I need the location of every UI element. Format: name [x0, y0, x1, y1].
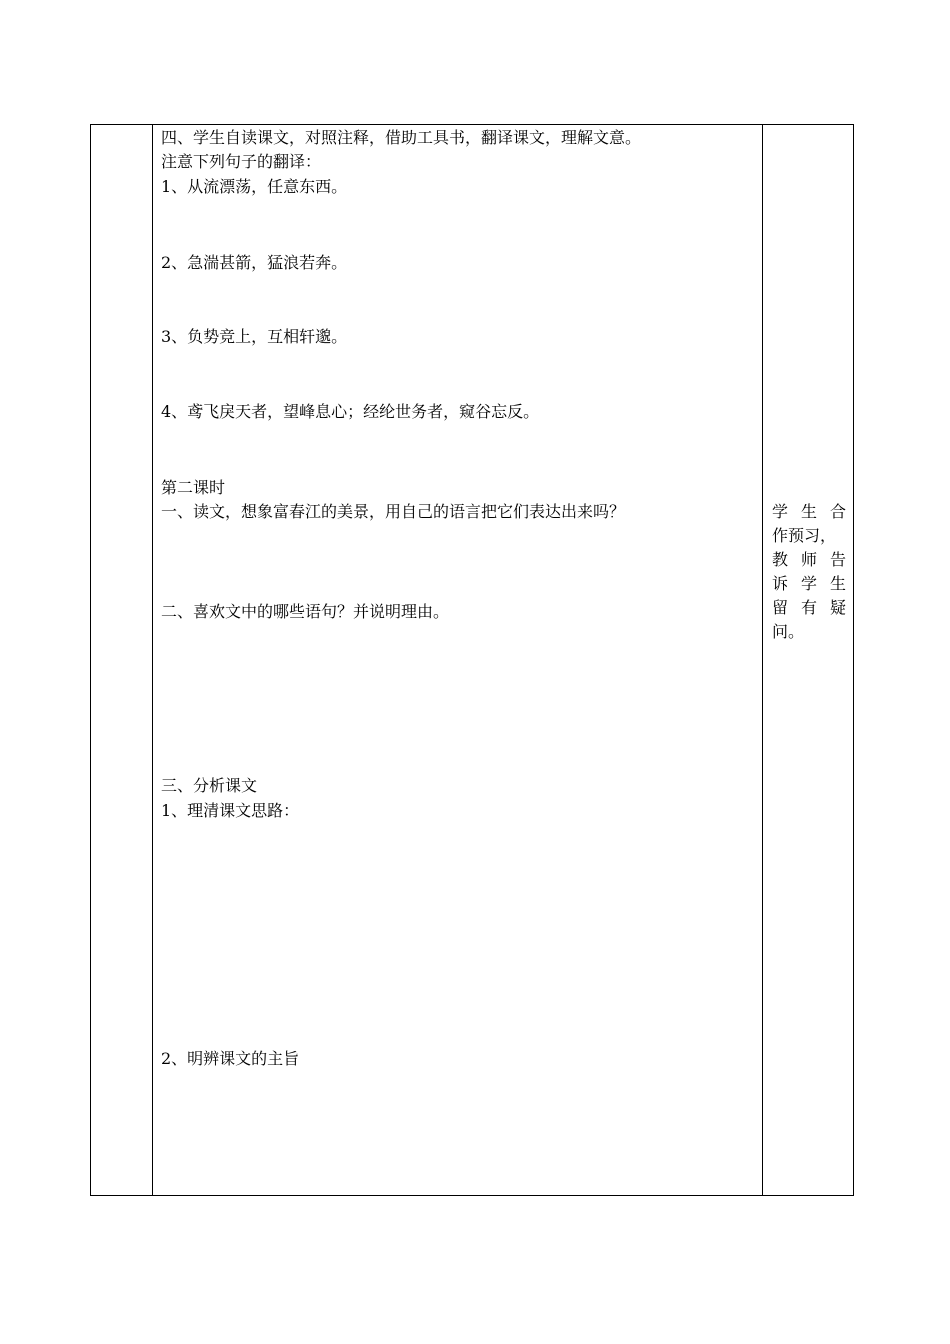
question-two: 二、喜欢文中的哪些语句？并说明理由。	[161, 602, 450, 621]
second-lesson-heading: 第二课时	[161, 478, 226, 497]
student-activity-cell	[772, 500, 846, 644]
sentence-three: 3、负势竞上，互相轩邈。	[161, 327, 348, 346]
analysis-heading: 三、分析课文	[161, 776, 258, 795]
side-line-5: 留 有 疑	[772, 598, 846, 617]
step-four-text: 四、学生自读课文，对照注释，借助工具书，翻译课文，理解文意。	[161, 128, 642, 147]
column-divider-left	[152, 125, 153, 1195]
side-line-1: 学 生 合	[772, 502, 846, 521]
sentence-one: 1、从流漂荡，任意东西。	[161, 177, 348, 196]
question-one: 一、读文，想象富春江的美景，用自己的语言把它们表达出来吗？	[161, 502, 626, 521]
sentence-four: 4、鸢飞戾天者，望峰息心；经纶世务者，窥谷忘反。	[161, 402, 540, 421]
analysis-item-two: 2、明辨课文的主旨	[161, 1049, 300, 1068]
sentence-two: 2、急湍甚箭，猛浪若奔。	[161, 253, 348, 272]
analysis-item-one: 1、理清课文思路：	[161, 801, 300, 820]
side-line-4: 诉 学 生	[772, 574, 846, 593]
side-line-6: 问。	[772, 622, 805, 641]
translation-note: 注意下列句子的翻译：	[161, 152, 322, 171]
column-divider-right	[762, 125, 763, 1195]
side-line-2: 作预习，	[772, 526, 837, 545]
side-line-3: 教 师 告	[772, 550, 846, 569]
lesson-table	[90, 124, 854, 1196]
